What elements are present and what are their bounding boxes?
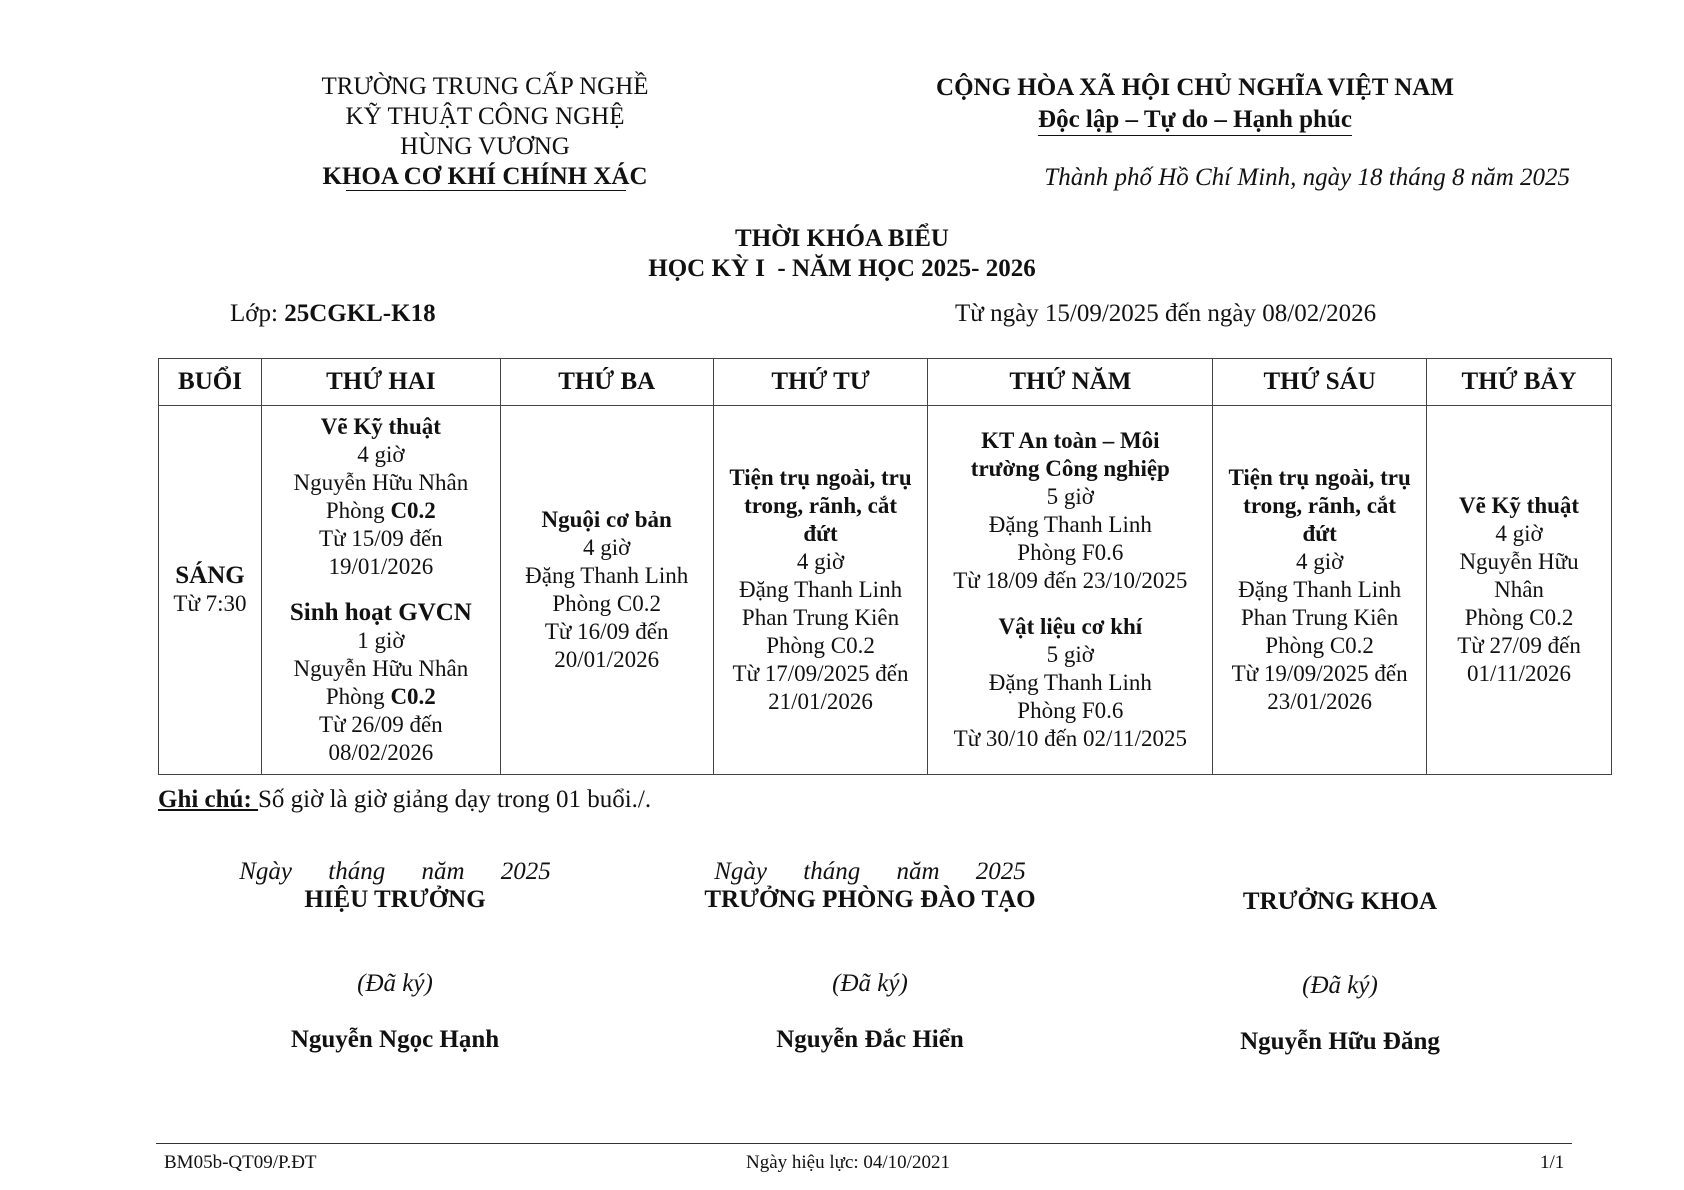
timetable-header-row	[159, 359, 1612, 406]
note-text: Số giờ là giờ giảng dạy trong 01 buổi./.	[258, 786, 652, 813]
tuesday-cell	[500, 406, 713, 775]
header-tuesday: THỨ BA	[500, 359, 713, 406]
note-label: Ghi chú:	[158, 786, 259, 813]
signature-date-line: Ngày tháng năm 2025	[714, 858, 1026, 885]
course-hours: 4 giờ	[583, 535, 631, 560]
course-teacher: Nguyễn Hữu Nhân	[293, 470, 469, 495]
signature-principal	[215, 858, 575, 1054]
signature-faculty-head	[1160, 858, 1520, 1056]
title-line2: HỌC KỲ I - NĂM HỌC 2025- 2026	[648, 255, 1036, 282]
course-room: Phòng C0.2	[552, 591, 661, 616]
national-header	[850, 72, 1540, 136]
signature-role: HIỆU TRƯỞNG	[304, 886, 486, 913]
signature-role: TRƯỞNG KHOA	[1242, 888, 1438, 915]
signature-name: Nguyễn Đắc Hiển	[776, 1026, 964, 1053]
course-date-to: 19/01/2026	[328, 554, 434, 579]
course-room: Phòng C0.2	[325, 684, 436, 709]
course-title-l2: trường Công nghiệp	[970, 456, 1170, 481]
school-name-line3: HÙNG VƯƠNG	[400, 133, 570, 160]
class-info	[230, 300, 436, 328]
header-monday: THỨ HAI	[261, 359, 500, 406]
school-header	[250, 72, 720, 192]
course-room: Phòng F0.6	[1017, 540, 1124, 565]
signature-training-head	[690, 858, 1050, 1054]
course-teacher: Đặng Thanh Linh	[525, 563, 689, 588]
course-hours: 4 giờ	[796, 549, 845, 574]
footer-divider	[156, 1143, 1572, 1144]
course-date-from: Từ 16/09 đến	[544, 619, 669, 644]
course-title: Nguội cơ bản	[541, 507, 672, 532]
timetable-note	[158, 786, 651, 814]
course-hours: 4 giờ	[1295, 549, 1344, 574]
course-teacher-l1: Nguyễn Hữu	[1459, 549, 1579, 574]
course-teacher: Nguyễn Hữu Nhân	[293, 656, 469, 681]
course-teacher: Phan Trung Kiên	[741, 605, 900, 630]
place-date: Thành phố Hồ Chí Minh, ngày 18 tháng 8 năm 2025	[1044, 164, 1570, 191]
session-name: SÁNG	[175, 562, 245, 589]
footer-effective-date: Ngày hiệu lực: 04/10/2021	[746, 1152, 950, 1173]
course-hours: 1 giờ	[357, 628, 405, 653]
course-date-from: Từ 26/09 đến	[319, 712, 443, 737]
course-date-from: Từ 19/09/2025 đến	[1231, 661, 1408, 686]
course-date-range: Từ 30/10 đến 02/11/2025	[953, 726, 1187, 751]
course-date-to: 20/01/2026	[554, 647, 660, 672]
school-name-line1: TRƯỜNG TRUNG CẤP NGHỀ	[321, 73, 649, 100]
course-teacher-l2: Nhân	[1494, 577, 1544, 602]
course-date-to: 08/02/2026	[328, 740, 434, 765]
course-date-to: 21/01/2026	[768, 689, 873, 714]
thursday-cell	[928, 406, 1213, 775]
course-teacher: Đặng Thanh Linh	[1238, 577, 1402, 602]
signature-signed-mark: (Đã ký)	[357, 970, 433, 997]
course-teacher: Đặng Thanh Linh	[988, 512, 1152, 537]
session-cell	[159, 406, 262, 775]
national-motto: Độc lập – Tự do – Hạnh phúc	[1038, 104, 1352, 136]
course-date-to: 23/01/2026	[1267, 689, 1373, 714]
footer-form-code: BM05b-QT09/P.ĐT	[164, 1152, 317, 1173]
course-title-l1: Tiện trụ ngoài, trụ	[1228, 465, 1411, 490]
signature-name: Nguyễn Hữu Đăng	[1240, 1028, 1440, 1055]
class-code: 25CGKL-K18	[284, 300, 436, 327]
course-hours: 4 giờ	[357, 442, 405, 467]
school-name-line2: KỸ THUẬT CÔNG NGHỆ	[345, 103, 625, 130]
header-session: BUỔI	[159, 359, 262, 406]
document-title	[0, 224, 1684, 284]
course-room: Phòng F0.6	[1017, 698, 1124, 723]
course-title: Vẽ Kỹ thuật	[320, 414, 441, 439]
course-hours: 5 giờ	[1046, 642, 1094, 667]
signature-role: TRƯỞNG PHÒNG ĐÀO TẠO	[704, 886, 1036, 913]
course-date-from: Từ 17/09/2025 đến	[732, 661, 909, 686]
country-name: CỘNG HÒA XÃ HỘI CHỦ NGHĨA VIỆT NAM	[936, 74, 1454, 101]
course-date-from: Từ 27/09 đến	[1457, 633, 1581, 658]
course-teacher: Đặng Thanh Linh	[988, 670, 1152, 695]
signature-signed-mark: (Đã ký)	[832, 970, 908, 997]
course-room: Phòng C0.2	[766, 633, 875, 658]
course-title-l1: Tiện trụ ngoài, trụ	[729, 465, 912, 490]
session-time: Từ 7:30	[173, 591, 247, 616]
saturday-cell	[1427, 406, 1612, 775]
course-title-l3: đứt	[803, 521, 838, 546]
class-label: Lớp:	[230, 300, 285, 327]
signature-signed-mark: (Đã ký)	[1302, 972, 1378, 999]
course-date-to: 01/11/2026	[1467, 661, 1571, 686]
signature-name: Nguyễn Ngọc Hạnh	[290, 1026, 500, 1053]
course-hours: 5 giờ	[1046, 484, 1094, 509]
department-name: KHOA CƠ KHÍ CHÍNH XÁC	[322, 163, 648, 190]
course-title: Vẽ Kỹ thuật	[1458, 493, 1580, 518]
course-title: Vật liệu cơ khí	[998, 614, 1143, 639]
course-room: Phòng C0.2	[1464, 605, 1574, 630]
course-title-l2: trong, rãnh, cắt	[744, 493, 897, 518]
course-title: Sinh hoạt GVCN	[289, 599, 472, 626]
monday-cell	[261, 406, 500, 775]
course-room: Phòng C0.2	[1265, 633, 1374, 658]
footer-page-number: 1/1	[1540, 1152, 1565, 1173]
course-title-l1: KT An toàn – Môi	[981, 428, 1160, 453]
course-date-from: Từ 15/09 đến	[319, 526, 443, 551]
signature-date-line: Ngày tháng năm 2025	[239, 858, 551, 885]
friday-cell	[1213, 406, 1427, 775]
header-thursday: THỨ NĂM	[928, 359, 1213, 406]
table-row	[159, 406, 1612, 775]
term-date-range: Từ ngày 15/09/2025 đến ngày 08/02/2026	[955, 300, 1377, 327]
course-teacher: Đặng Thanh Linh	[738, 577, 903, 602]
course-title-l2: trong, rãnh, cắt	[1243, 493, 1397, 518]
course-room: Phòng C0.2	[325, 498, 436, 523]
course-date-range: Từ 18/09 đến 23/10/2025	[953, 568, 1188, 593]
course-teacher: Phan Trung Kiên	[1241, 605, 1399, 630]
timetable	[158, 358, 1612, 775]
header-wednesday: THỨ TƯ	[713, 359, 928, 406]
wednesday-cell	[713, 406, 928, 775]
header-friday: THỨ SÁU	[1213, 359, 1427, 406]
course-title-l3: đứt	[1302, 521, 1337, 546]
header-saturday: THỨ BẢY	[1427, 359, 1612, 406]
title-line1: THỜI KHÓA BIỂU	[735, 225, 949, 252]
course-hours: 4 giờ	[1495, 521, 1543, 546]
